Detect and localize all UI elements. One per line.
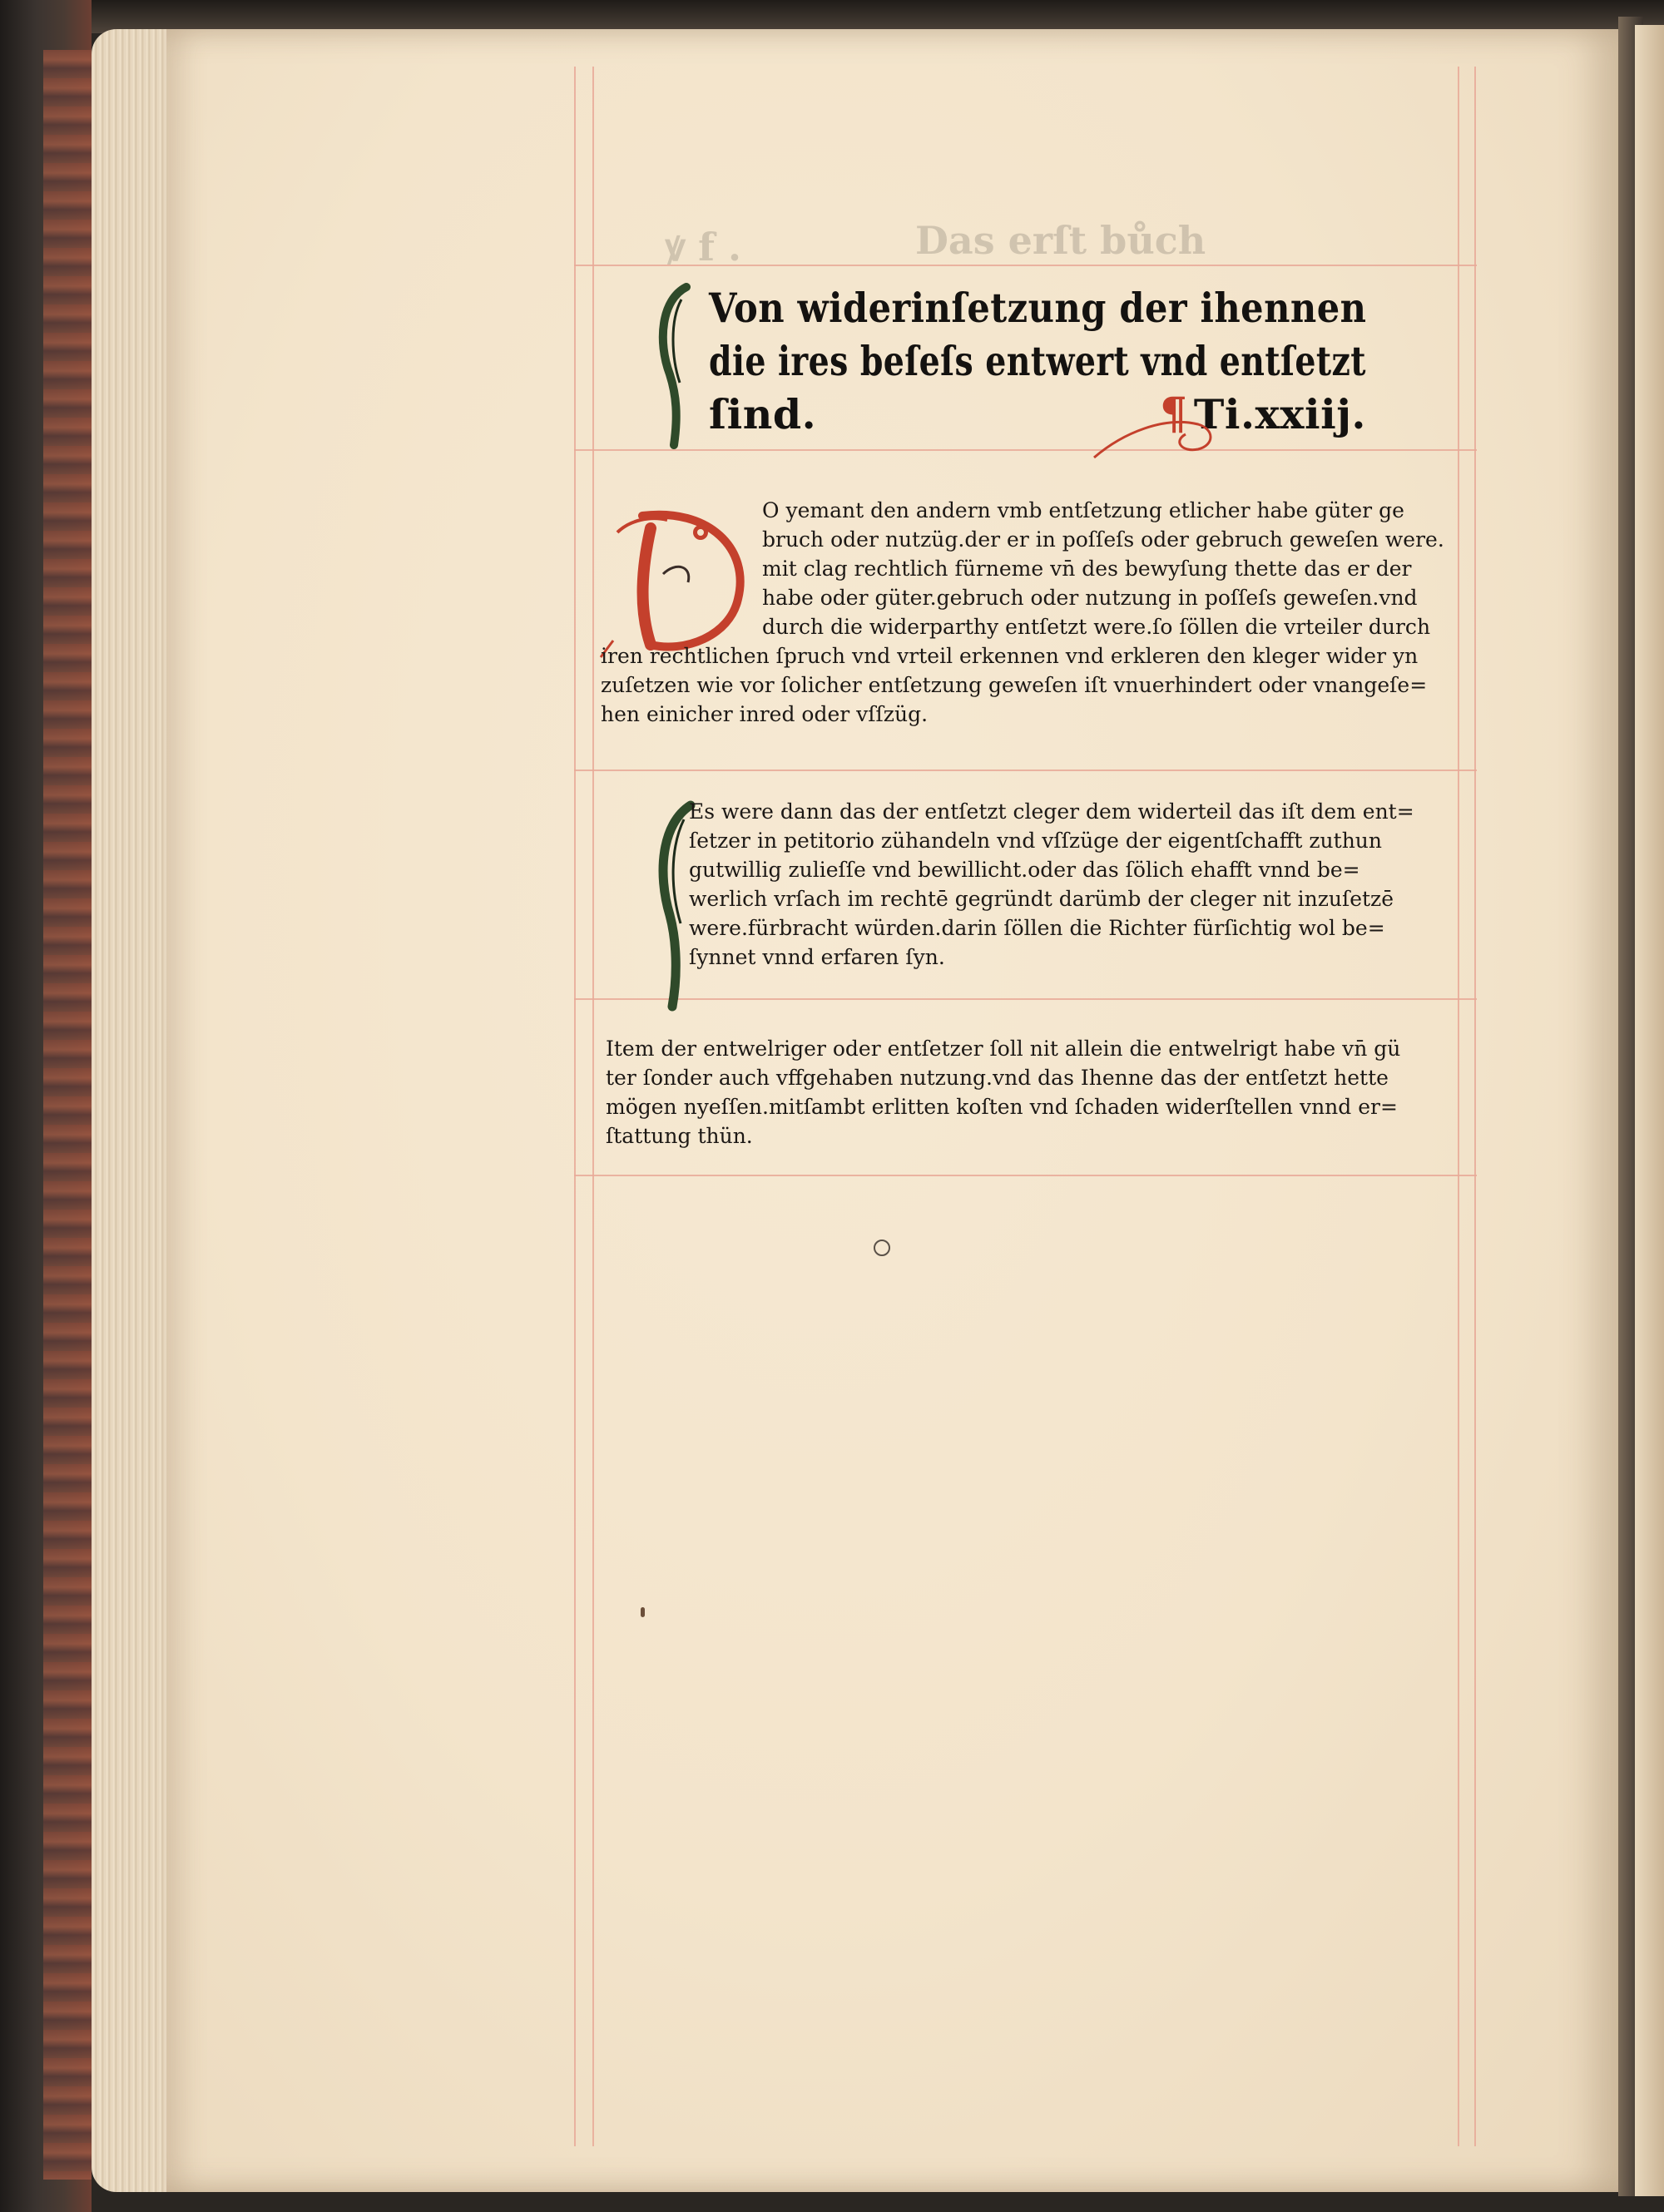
frame-line-para2-bottom (574, 998, 1477, 1000)
p2-line-4: werlich vrſach im rechtē gegründt darümb der cleger nit inzuſetzē (689, 887, 1394, 911)
paper-hole-mark (874, 1240, 890, 1256)
p1-line-2: bruch oder nutzüg.der er in poſſeſs oder gebruch geweſen were. (762, 527, 1444, 552)
p1-line-5: durch die widerparthy entſetzt were.ſo ſöllen die vrteiler durch (762, 615, 1431, 639)
heading-line-3: ſind. (709, 390, 817, 438)
bleed-through-left: ꝟ f . (666, 225, 741, 270)
p1-line-6: iren rechtlichen ſpruch vnd vrteil erkennen vnd erkleren den kleger wider yn (601, 644, 1419, 668)
frame-line-left-inner (592, 67, 594, 2146)
p1-line-4: habe oder güter.gebruch oder nutzung in poſſeſs geweſen.vnd (762, 586, 1418, 610)
frame-line-right-inner (1458, 67, 1459, 2146)
p3-line-3: mögen nyeſſen.mitſambt erlitten koſten vnd ſchaden widerſtellen vnnd er= (606, 1095, 1398, 1119)
p2-line-2: ſetzer in petitorio zühandeln vnd vſſzüge der eigentſchafft zuthun (689, 829, 1382, 853)
red-initial-d (592, 499, 759, 666)
book-top-shadow (92, 0, 1664, 33)
page-stack-edge (92, 29, 171, 2192)
chapter-number: Ti.xxiij. (1193, 390, 1366, 438)
paragraph-1-continued (601, 641, 1427, 729)
frame-line-para3-bottom (574, 1175, 1477, 1176)
heading-line-1: Von widerinſetzung der ihennen (709, 284, 1367, 332)
heading-line-2: die ires beſeſs entwert vnd entſetzt (709, 337, 1366, 385)
bleed-through-header: Das erſt bůch (915, 218, 1206, 263)
p2-line-6: ſynnet vnnd erfaren ſyn. (689, 945, 945, 969)
p3-line-1: Item der entwelriger oder entſetzer ſoll nit allein die entwelrigt habe vn̄ gü (606, 1037, 1401, 1061)
p3-line-4: ſtattung thün. (606, 1124, 753, 1148)
p1-line-7: zuſetzen wie vor ſolicher entſetzung geweſen iſt vnuerhindert oder vnangeſe= (601, 673, 1428, 697)
paragraph-3 (606, 1034, 1400, 1151)
p1-line-8: hen einicher inred oder vſſzüg. (601, 702, 929, 726)
p2-line-1: Es were dann das der entſetzt cleger dem widerteil das iſt dem ent= (689, 799, 1414, 824)
p1-line-3: mit clag rechtlich fürneme vn̄ des bewyſung thette das er der (762, 557, 1412, 581)
right-page-edge (1635, 25, 1664, 2196)
red-flourish (1090, 399, 1231, 466)
marbled-edge (43, 50, 92, 2180)
p2-line-5: were.fürbracht würden.darin ſöllen die Richter fürſichtig wol be= (689, 916, 1385, 940)
p3-line-2: ter ſonder auch vffgehaben nutzung.vnd das Ihenne das der entſetzt hette (606, 1066, 1389, 1090)
p1-line-1: O yemant den andern vmb entſetzung etlicher habe güter ge (762, 498, 1404, 522)
frame-line-title-bottom (574, 449, 1477, 451)
chapter-heading (709, 281, 1366, 441)
frame-line-right-outer (1474, 67, 1476, 2146)
paragraph-1 (762, 496, 1444, 641)
frame-line-para1-bottom (574, 769, 1477, 771)
red-pilcrow-mark: ¶ (1160, 388, 1188, 439)
p2-line-3: gutwillig zulieſſe vnd bewillicht.oder das ſölich ehafft vnnd be= (689, 858, 1360, 882)
green-paragraph-mark-title (653, 283, 703, 449)
frame-line-left-outer (574, 67, 576, 2146)
paper-stain (641, 1607, 645, 1617)
paragraph-2 (689, 797, 1414, 972)
